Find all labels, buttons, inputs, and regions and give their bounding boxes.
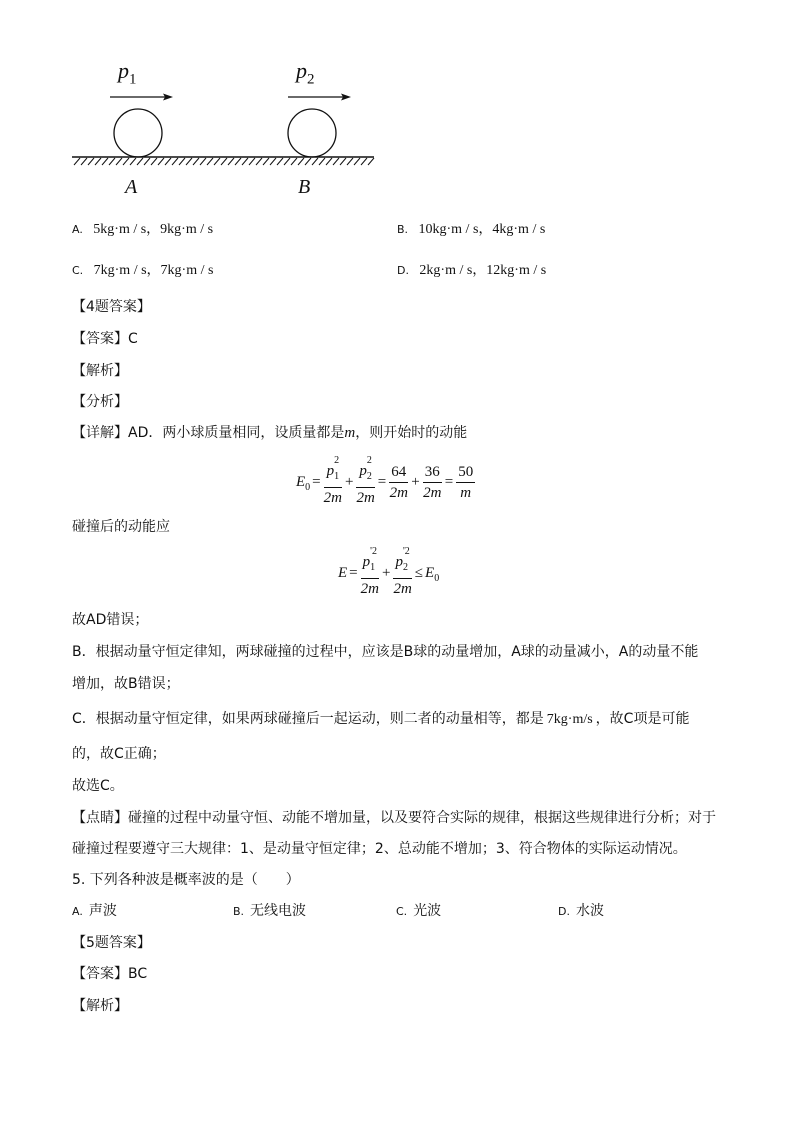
q5-answer-line: 【答案】BC xyxy=(72,966,148,982)
ad-wrong-text: 故AD错误； xyxy=(72,612,149,628)
collision-diagram xyxy=(60,55,390,205)
option-d-letter: D. xyxy=(397,264,409,277)
q4-answer-line: 【答案】C xyxy=(72,331,138,347)
q5-option-a[interactable]: A. 声波 xyxy=(72,903,117,919)
choose-line: 故选C。 xyxy=(72,778,124,794)
option-a-value: 5kg·m / s，9kg·m / s xyxy=(93,222,214,237)
option-b[interactable] xyxy=(397,218,545,238)
option-c-value: 7kg·m / s，7kg·m / s xyxy=(93,263,214,278)
label-p1: $p_1$ xyxy=(118,58,137,88)
option-d[interactable] xyxy=(397,259,546,279)
option-c[interactable] xyxy=(72,259,213,279)
q4-analysis-header: 【解析】 xyxy=(72,363,128,379)
b-explanation-line1: B．根据动量守恒定律知，两球碰撞的过程中，应该是B球的动量增加，A球的动量减小，A的动量不能 xyxy=(72,644,699,660)
ball-a xyxy=(114,109,162,157)
q5-section-header: 【5题答案】 xyxy=(72,935,151,951)
c-explanation-line1: C．根据动量守恒定律，如果两球碰撞后一起运动，则二者的动量相等，都是 7kg·m/s ，故C项是可能 xyxy=(72,711,690,727)
option-b-value: 10kg·m / s，4kg·m / s xyxy=(418,222,546,237)
collision-figure xyxy=(60,55,390,205)
option-c-letter: C. xyxy=(72,264,84,277)
q4-fenxi-header: 【分析】 xyxy=(72,394,128,410)
b-explanation-line2: 增加，故B错误； xyxy=(72,676,180,692)
option-d-value: 2kg·m / s，12kg·m / s xyxy=(419,263,547,278)
ball-b xyxy=(288,109,336,157)
label-p2: $p_2$ xyxy=(296,58,315,88)
ground-hatching xyxy=(74,158,374,165)
q5-option-d[interactable]: D. 水波 xyxy=(558,903,604,919)
label-ball-b: B xyxy=(298,176,311,198)
option-b-letter: B. xyxy=(397,223,409,236)
option-a[interactable] xyxy=(72,218,213,238)
q5-option-b[interactable]: B. 无线电波 xyxy=(233,903,307,919)
q5-analysis-header: 【解析】 xyxy=(72,998,128,1014)
label-ball-a: A xyxy=(125,176,138,198)
equation-final-kinetic-energy: E = $\frac{p_1^{'2}}{2m}$ + $\frac{p_2^{'2}}{2m}$ ≤ $E_0$ xyxy=(338,546,440,597)
q5-option-c[interactable]: C. 光波 xyxy=(396,903,442,919)
c-explanation-line2: 的，故C正确； xyxy=(72,746,166,762)
option-a-letter: A. xyxy=(72,223,83,236)
q5-question: 5. 下列各种波是概率波的是（ ） xyxy=(72,872,300,888)
q4-section-header: 【4题答案】 xyxy=(72,299,151,315)
dianjing-line2: 碰撞过程要遵守三大规律：1、是动量守恒定律；2、总动能不增加；3、符合物体的实际运动情况。 xyxy=(72,841,687,857)
after-collision-text: 碰撞后的动能应 xyxy=(72,519,170,535)
q4-detail-line: 【详解】AD．两小球质量相同，设质量都是m，则开始时的动能 xyxy=(72,425,468,441)
equation-initial-kinetic-energy: $E_0$ = $\frac{p_1^2}{2m}$ + $\frac{p_2^2}{2m}$ = $\frac{64}{2m}$ + $\frac{36}{2m}$ = $\frac{50}{m}$ xyxy=(296,455,474,506)
dianjing-line1: 【点睛】碰撞的过程中动量守恒、动能不增加量，以及要符合实际的规律，根据这些规律进行分析；对于 xyxy=(72,810,716,826)
